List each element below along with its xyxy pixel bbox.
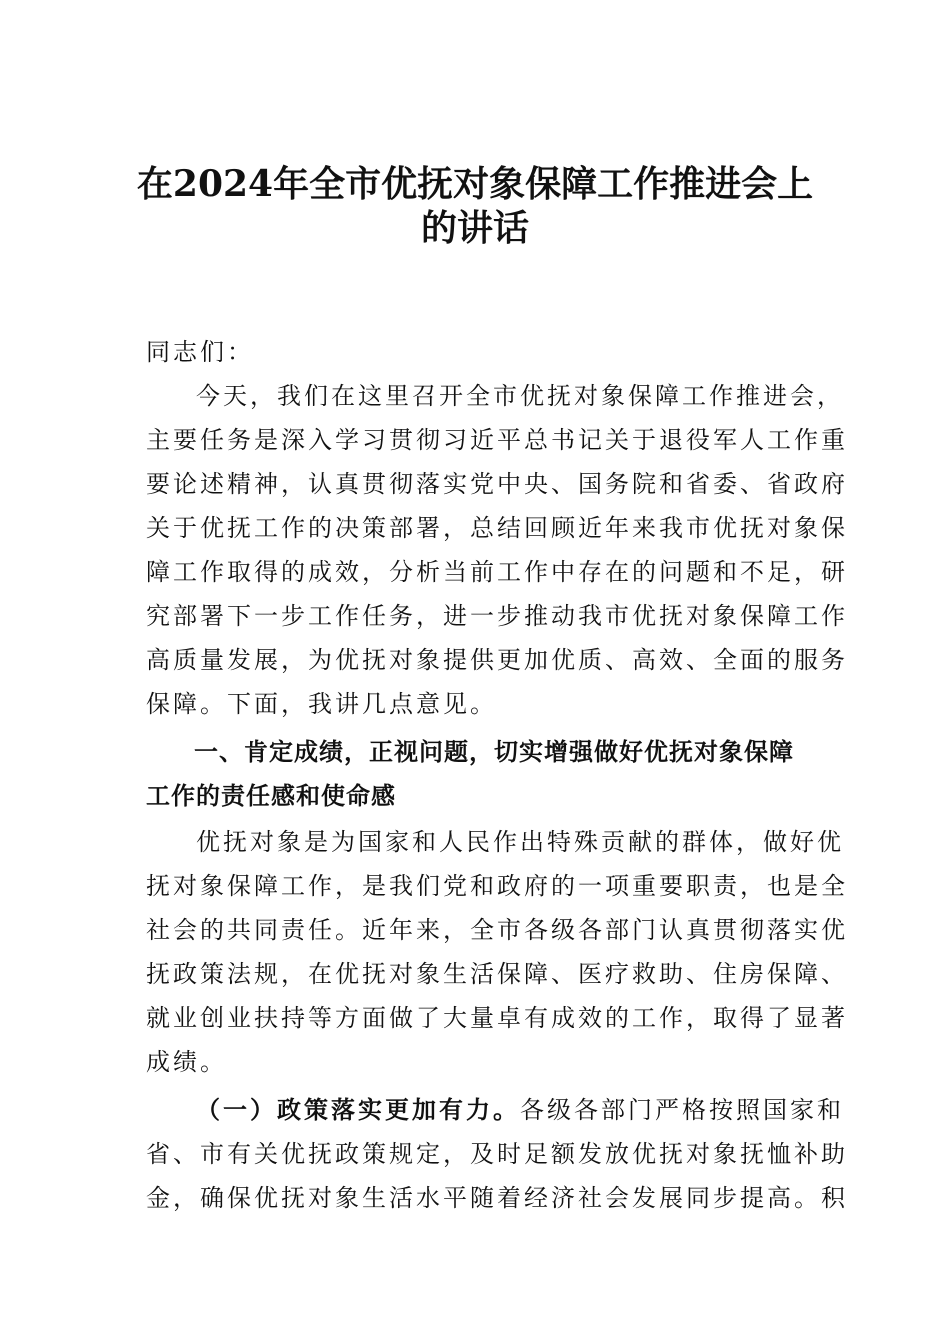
intro-line: 今天，我们在这里召开全市优抚对象保障工作推进会， bbox=[196, 382, 844, 410]
subsection-line: 金，确保优抚对象生活水平随着经济社会发展同步提高。积 bbox=[146, 1184, 848, 1212]
intro-line: 要论述精神，认真贯彻落实党中央、国务院和省委、省政府 bbox=[146, 470, 848, 498]
section-heading-line: 工作的责任感和使命感 bbox=[146, 782, 396, 810]
intro-line: 主要任务是深入学习贯彻习近平总书记关于退役军人工作重 bbox=[146, 426, 848, 454]
subsection-first-line-rest: 各级各部门严格按照国家和 bbox=[520, 1096, 844, 1124]
section-paragraph-line: 成绩。 bbox=[146, 1048, 227, 1076]
salutation: 同志们： bbox=[146, 338, 254, 366]
document-title-line-1: 在2024年全市优抚对象保障工作推进会上 bbox=[136, 163, 814, 205]
section-heading-line: 一、肯定成绩，正视问题，切实增强做好优抚对象保障 bbox=[194, 738, 794, 766]
section-paragraph-line: 抚对象保障工作，是我们党和政府的一项重要职责，也是全 bbox=[146, 872, 848, 900]
subsection-lead: （一）政策落实更加有力。 bbox=[196, 1095, 520, 1124]
document-title-line-2: 的讲话 bbox=[420, 207, 529, 249]
intro-line: 高质量发展，为优抚对象提供更加优质、高效、全面的服务 bbox=[146, 646, 848, 674]
section-paragraph-line: 抚政策法规，在优抚对象生活保障、医疗救助、住房保障、 bbox=[146, 960, 848, 988]
intro-line: 究部署下一步工作任务，进一步推动我市优抚对象保障工作 bbox=[146, 602, 848, 630]
section-paragraph-line: 社会的共同责任。近年来，全市各级各部门认真贯彻落实优 bbox=[146, 916, 848, 944]
section-paragraph-line: 就业创业扶持等方面做了大量卓有成效的工作，取得了显著 bbox=[146, 1004, 848, 1032]
section-paragraph-line: 优抚对象是为国家和人民作出特殊贡献的群体，做好优 bbox=[196, 828, 844, 856]
intro-line: 关于优抚工作的决策部署，总结回顾近年来我市优抚对象保 bbox=[146, 514, 848, 542]
subsection-first-line bbox=[196, 1088, 844, 1132]
intro-line: 保障。下面，我讲几点意见。 bbox=[146, 690, 497, 718]
intro-line: 障工作取得的成效，分析当前工作中存在的问题和不足，研 bbox=[146, 558, 848, 586]
subsection-line: 省、市有关优抚政策规定，及时足额发放优抚对象抚恤补助 bbox=[146, 1140, 848, 1168]
